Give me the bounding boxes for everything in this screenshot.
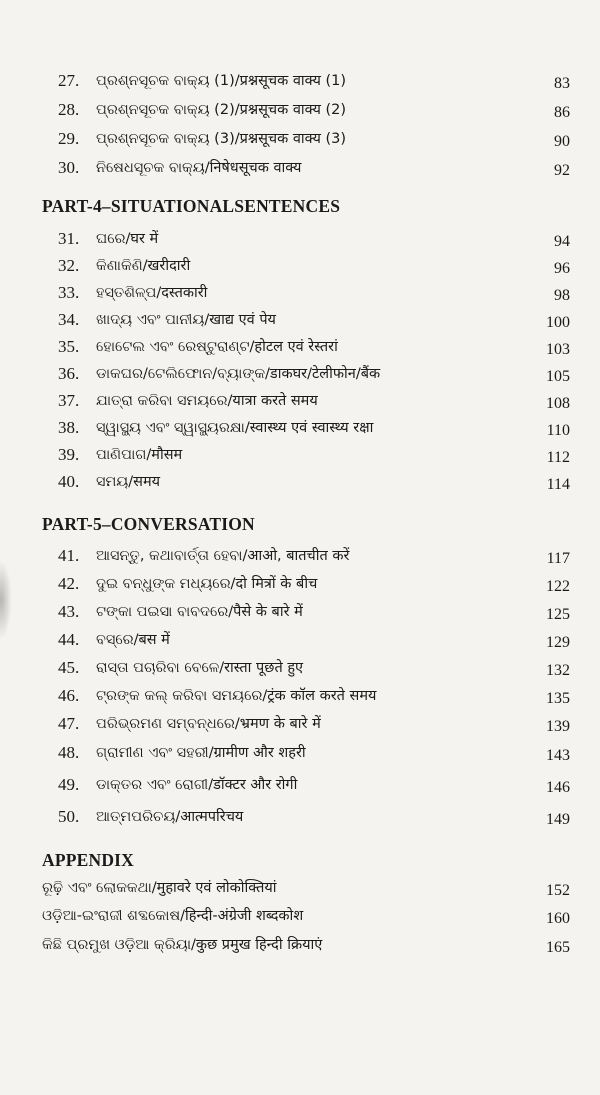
entry-number: 30. bbox=[58, 158, 80, 177]
section-heading-part4: PART-4–SITUATIONALSENTENCES bbox=[42, 196, 341, 216]
entry-number: 31. bbox=[58, 229, 80, 248]
entry-title: ଟଙ୍କା ପଇସା ବାବଦରେ/पैसे के बारे में bbox=[96, 604, 303, 620]
entry-title: ପାଣିପାଗ/मौसम bbox=[96, 447, 183, 463]
entry-page-number: 94 bbox=[554, 233, 570, 250]
section-heading-appendix: APPENDIX bbox=[42, 850, 135, 870]
entry-title: ପ୍ରଶ୍ନସୂଚକ ବାକ୍ୟ (2)/प्रश्नसूचक वाक्य (2) bbox=[96, 102, 346, 118]
entry-number: 38. bbox=[58, 418, 80, 437]
entry-page-number: 146 bbox=[546, 779, 570, 796]
entry-page-number: 83 bbox=[554, 75, 570, 92]
entry-title: ନିଷେଧସୂଚକ ବାକ୍ୟ/निषेधसूचक वाक्य bbox=[96, 160, 302, 176]
toc-entry-39[interactable] bbox=[0, 442, 600, 468]
entry-number: 35. bbox=[58, 337, 80, 356]
entry-page-number: 86 bbox=[554, 104, 570, 121]
entry-page-number: 135 bbox=[546, 690, 570, 707]
toc-entry-40[interactable] bbox=[0, 469, 600, 495]
entry-title: ଡାକଘର/ଟେଲିଫୋନ/ବ୍ୟାଙ୍କ/डाकघर/टेलीफोन/बैंक bbox=[96, 366, 381, 382]
toc-entry-31[interactable] bbox=[0, 226, 600, 252]
entry-title: ଡାକ୍ତର ଏବଂ ରୋଗୀ/डॉक्टर और रोगी bbox=[96, 777, 298, 793]
entry-title: ସମୟ/समय bbox=[96, 474, 161, 490]
toc-entry-41[interactable] bbox=[0, 543, 600, 569]
toc-entry-38[interactable] bbox=[0, 415, 600, 441]
toc-entry-50[interactable] bbox=[0, 804, 600, 830]
entry-title: ଆତ୍ମପରିଚୟ/आत्मपरिचय bbox=[96, 809, 244, 825]
appendix-entry-dictionary[interactable] bbox=[0, 903, 600, 929]
toc-entry-28[interactable] bbox=[0, 97, 600, 123]
entry-number: 46. bbox=[58, 686, 80, 705]
entry-page-number: 149 bbox=[546, 811, 570, 828]
entry-title: ହସ୍ତଶିଳ୍ପ/दस्तकारी bbox=[96, 285, 208, 301]
entry-number: 36. bbox=[58, 364, 80, 383]
entry-page-number: 165 bbox=[546, 939, 570, 956]
entry-title: ରୂଢ଼ି ଏବଂ ଲୋକକଥା/मुहावरे एवं लोकोक्तियां bbox=[42, 880, 277, 896]
entry-number: 47. bbox=[58, 714, 80, 733]
entry-page-number: 129 bbox=[546, 634, 570, 651]
toc-entry-47[interactable] bbox=[0, 711, 600, 737]
entry-page-number: 112 bbox=[546, 449, 570, 466]
entry-page-number: 92 bbox=[554, 162, 570, 179]
toc-entry-34[interactable] bbox=[0, 307, 600, 333]
entry-title: କିଣାକିଣି/खरीदारी bbox=[96, 258, 191, 274]
toc-entry-37[interactable] bbox=[0, 388, 600, 414]
entry-number: 43. bbox=[58, 602, 80, 621]
entry-number: 50. bbox=[58, 807, 80, 826]
entry-number: 32. bbox=[58, 256, 80, 275]
entry-page-number: 108 bbox=[546, 395, 570, 412]
entry-page-number: 143 bbox=[546, 747, 570, 764]
entry-title: ଟ୍ରଙ୍କ କଲ୍ କରିବା ସମୟରେ/ट्रंक कॉल करते समय bbox=[96, 688, 377, 704]
entry-number: 28. bbox=[58, 100, 80, 119]
entry-number: 44. bbox=[58, 630, 80, 649]
entry-page-number: 96 bbox=[554, 260, 570, 277]
entry-page-number: 160 bbox=[546, 910, 570, 927]
entry-number: 34. bbox=[58, 310, 80, 329]
entry-number: 49. bbox=[58, 775, 80, 794]
entry-number: 41. bbox=[58, 546, 80, 565]
entry-number: 39. bbox=[58, 445, 80, 464]
entry-title: ଆସନ୍ତୁ, କଥାବାର୍ତ୍ତା ହେବା/आओ, बातचीत करें bbox=[96, 548, 350, 564]
toc-entry-49[interactable] bbox=[0, 772, 600, 798]
entry-title: ପ୍ରଶ୍ନସୂଚକ ବାକ୍ୟ (1)/प्रश्नसूचक वाक्य (1) bbox=[96, 73, 346, 89]
entry-title: ଯାତ୍ରା କରିବା ସମୟରେ/यात्रा करते समय bbox=[96, 393, 318, 409]
entry-number: 42. bbox=[58, 574, 80, 593]
entry-number: 29. bbox=[58, 129, 80, 148]
appendix-entry-idioms[interactable] bbox=[0, 875, 600, 901]
entry-page-number: 100 bbox=[546, 314, 570, 331]
toc-entry-44[interactable] bbox=[0, 627, 600, 653]
section-heading-part5: PART-5–CONVERSATION bbox=[42, 514, 255, 534]
toc-entry-33[interactable] bbox=[0, 280, 600, 306]
entry-title: ପ୍ରଶ୍ନସୂଚକ ବାକ୍ୟ (3)/प्रश्नसूचक वाक्य (3) bbox=[96, 131, 346, 147]
entry-page-number: 152 bbox=[546, 882, 570, 899]
entry-title: ଓଡ଼ିଆ-ଇଂରାଜୀ ଶବ୍ଦକୋଷ/हिन्दी-अंग्रेजी शब्दकोश bbox=[42, 908, 304, 924]
entry-page-number: 105 bbox=[546, 368, 570, 385]
entry-title: ରାସ୍ତା ପଚାରିବା ବେଳେ/रास्ता पूछते हुए bbox=[96, 660, 304, 676]
entry-number: 33. bbox=[58, 283, 80, 302]
toc-entry-35[interactable] bbox=[0, 334, 600, 360]
toc-entry-29[interactable] bbox=[0, 126, 600, 152]
entry-title: ଦୁଇ ବନ୍ଧୁଙ୍କ ମଧ୍ୟରେ/दो मित्रों के बीच bbox=[96, 576, 318, 592]
entry-number: 45. bbox=[58, 658, 80, 677]
toc-entry-43[interactable] bbox=[0, 599, 600, 625]
entry-page-number: 125 bbox=[546, 606, 570, 623]
toc-entry-42[interactable] bbox=[0, 571, 600, 597]
entry-page-number: 98 bbox=[554, 287, 570, 304]
toc-entry-36[interactable] bbox=[0, 361, 600, 387]
entry-page-number: 122 bbox=[546, 578, 570, 595]
entry-title: ସ୍ୱାସ୍ଥ୍ୟ ଏବଂ ସ୍ୱାସ୍ଥ୍ୟରକ୍ଷା/स्वास्थ्य एवं स्वास्थ्य रक्षा bbox=[96, 420, 374, 436]
entry-page-number: 117 bbox=[546, 550, 570, 567]
entry-title: ଗ୍ରାମୀଣ ଏବଂ ସହରୀ/ग्रामीण और शहरी bbox=[96, 745, 306, 761]
entry-page-number: 90 bbox=[554, 133, 570, 150]
appendix-entry-verbs[interactable] bbox=[0, 932, 600, 958]
toc-entry-27[interactable] bbox=[0, 68, 600, 94]
toc-entry-46[interactable] bbox=[0, 683, 600, 709]
entry-title: ବସ୍‌ରେ/बस में bbox=[96, 632, 170, 648]
entry-page-number: 103 bbox=[546, 341, 570, 358]
toc-entry-32[interactable] bbox=[0, 253, 600, 279]
entry-page-number: 132 bbox=[546, 662, 570, 679]
entry-page-number: 114 bbox=[546, 476, 570, 493]
entry-number: 37. bbox=[58, 391, 80, 410]
toc-entry-48[interactable] bbox=[0, 740, 600, 766]
entry-page-number: 139 bbox=[546, 718, 570, 735]
toc-entry-30[interactable] bbox=[0, 155, 600, 181]
entry-title: ପରିଭ୍ରମଣ ସମ୍ବନ୍ଧରେ/भ्रमण के बारे में bbox=[96, 716, 321, 732]
entry-number: 27. bbox=[58, 71, 80, 90]
entry-title: ହୋଟେଲ ଏବଂ ରେଷ୍ଟୁରାଣ୍ଟ/होटल एवं रेस्तरां bbox=[96, 339, 338, 355]
entry-number: 48. bbox=[58, 743, 80, 762]
toc-entry-45[interactable] bbox=[0, 655, 600, 681]
entry-title: ଖାଦ୍ୟ ଏବଂ ପାନୀୟ/खाद्य एवं पेय bbox=[96, 312, 276, 328]
entry-title: ଘରେ/घर में bbox=[96, 231, 159, 247]
entry-number: 40. bbox=[58, 472, 80, 491]
entry-page-number: 110 bbox=[546, 422, 570, 439]
entry-title: କିଛି ପ୍ରମୁଖ ଓଡ଼ିଆ କ୍ରିୟା/कुछ प्रमुख हिन्दी क्रियाएं bbox=[42, 937, 323, 953]
